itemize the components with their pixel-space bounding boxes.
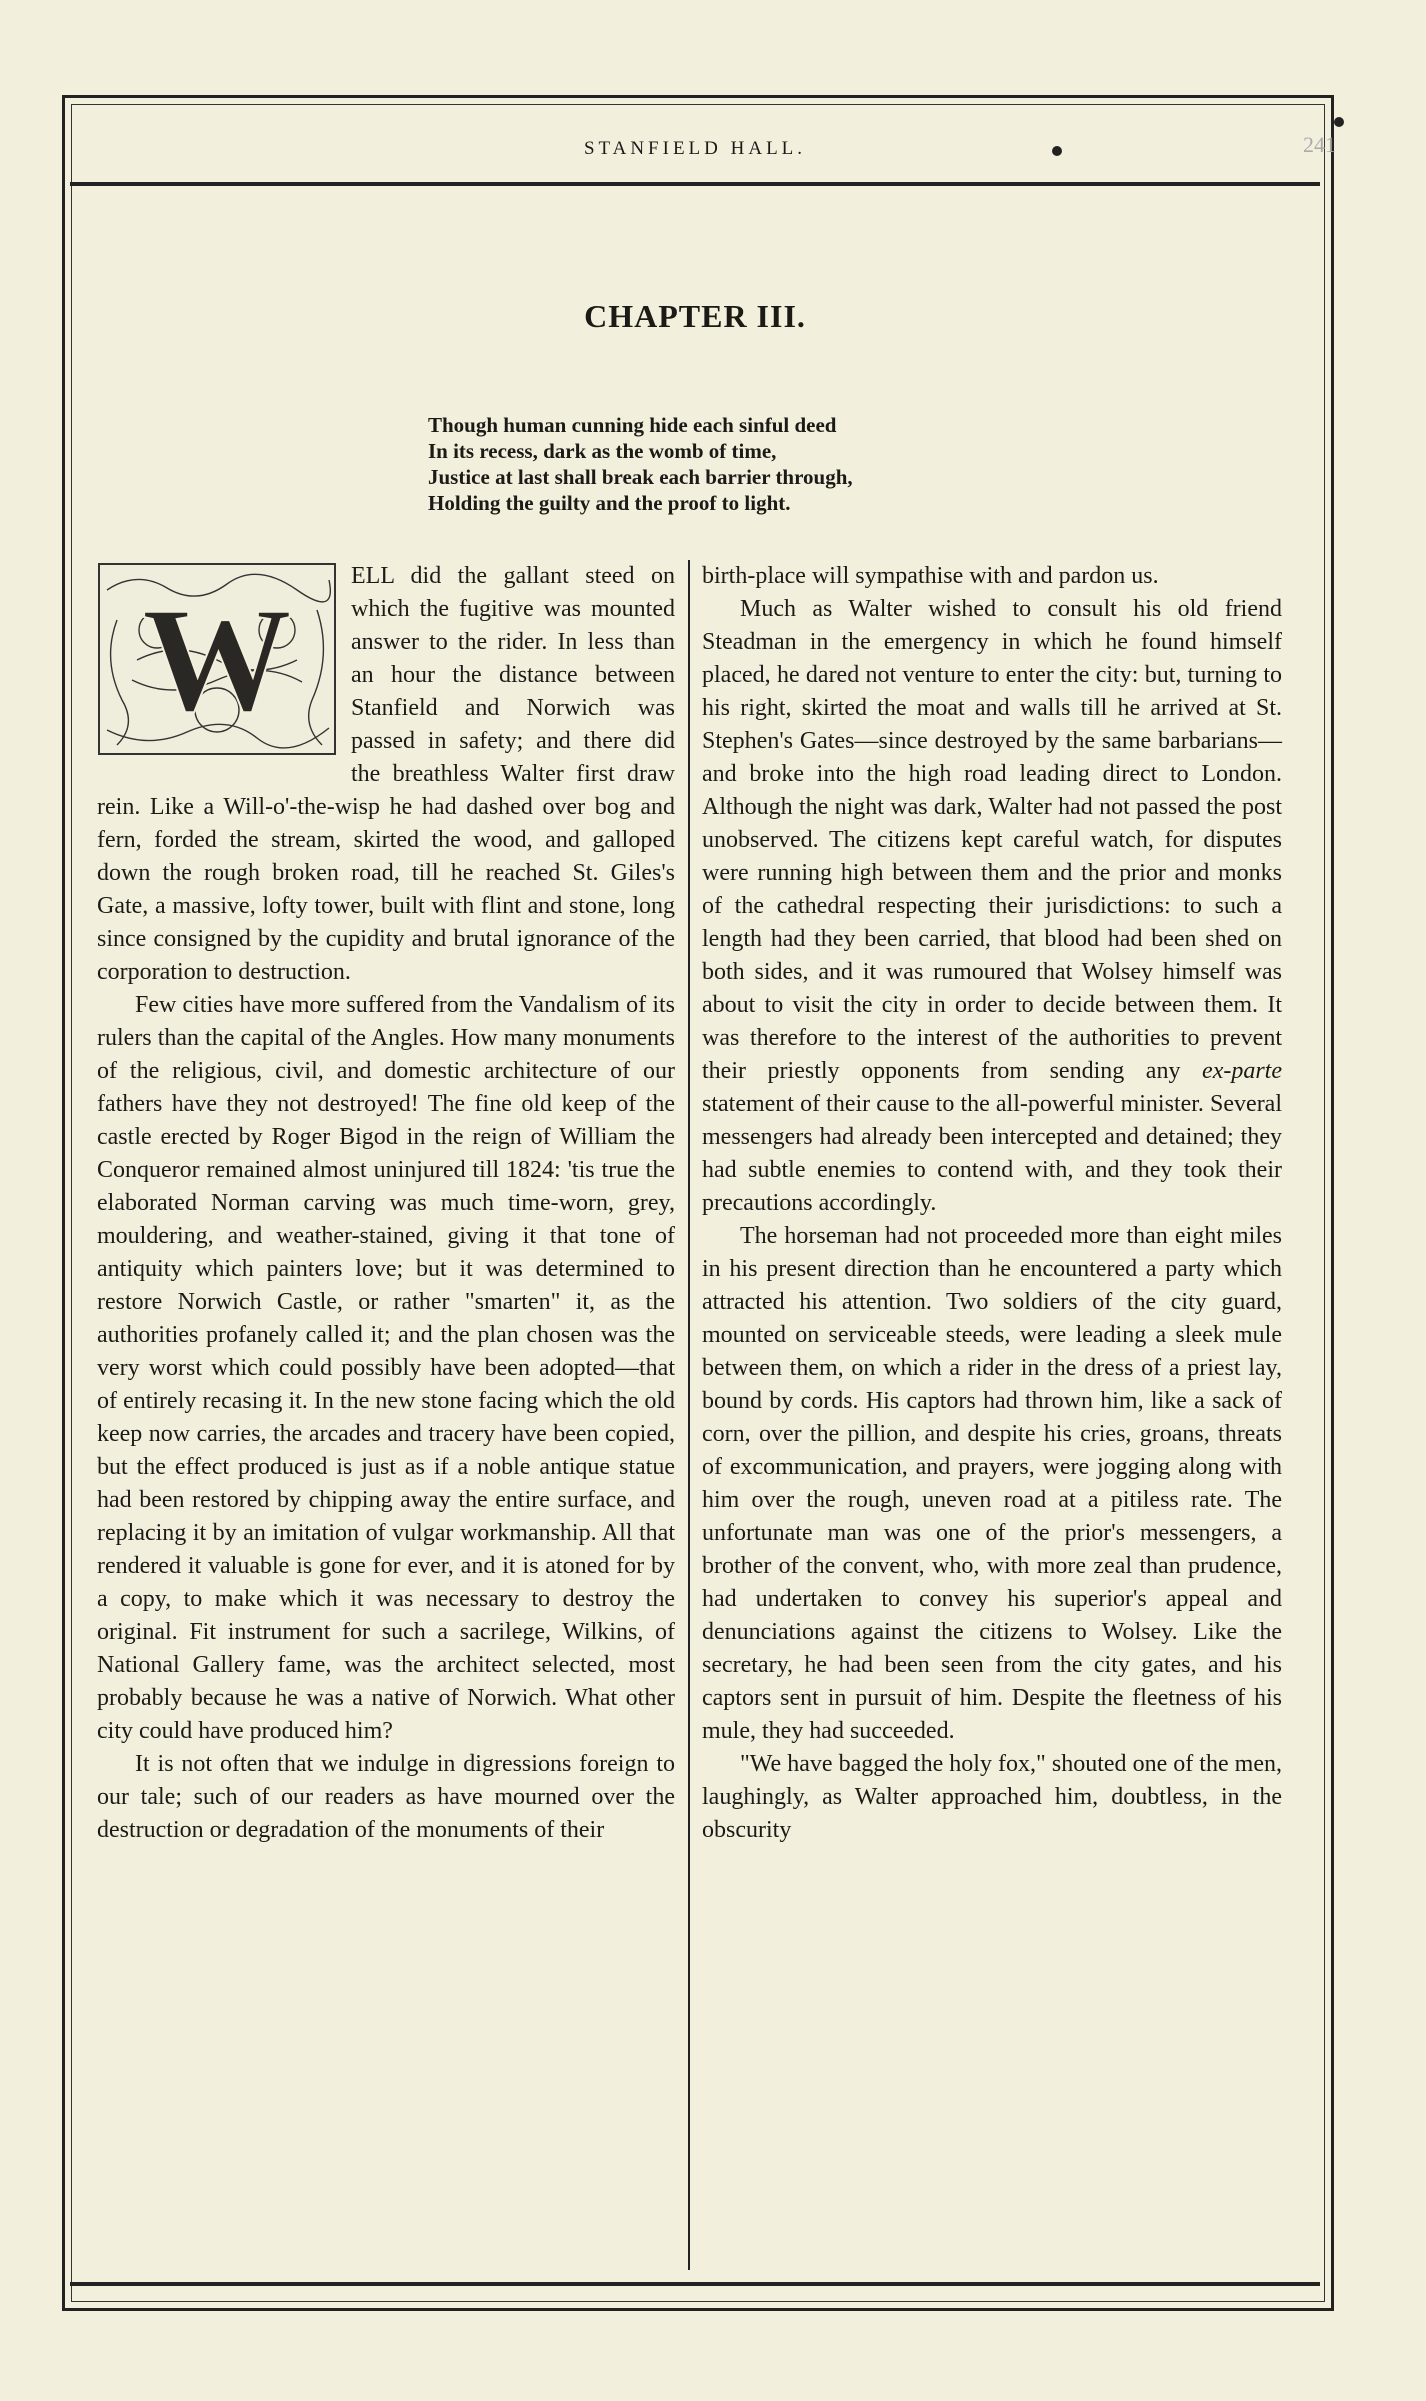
page-number: 241 bbox=[1303, 132, 1336, 157]
paragraph: ELL did the gallant steed on which the fugitive was mounted answer to the rider. In less than an hour the distance between Stanfield and Norwich was passed in safety; and there did the breathless Walter first draw rein. Like a Will-o'-the-wisp he had dashed over bog and fern, forded the stream, skirted the wood, and galloped down the rough broken road, till he reached St. Giles's Gate, a massive, lofty tower, built with flint and stone, long since consigned by the cupidity and brutal ignorance of the corporation to destruction. bbox=[97, 563, 675, 985]
column-rule bbox=[688, 560, 690, 2270]
epigraph-line: Justice at last shall break each barrier through, bbox=[428, 465, 853, 489]
running-title: STANFIELD HALL. bbox=[583, 138, 807, 159]
paragraph: "We have bagged the holy fox," shouted one of the men, laughingly, as Walter approached him, doubtless, in the obscurity bbox=[702, 1751, 1282, 1843]
epigraph bbox=[428, 412, 853, 516]
paragraph: The horseman had not proceeded more than eight miles in his present direction than he encountered a party which attracted his attention. Two soldiers of the city guard, mounted on serviceable steeds, were leading a sleek mule between them, on which a rider in the dress of a priest lay, bound by cords. His captors had thrown him, like a sack of corn, over the pillion, and despite his cries, groans, threats of excommunication, and prayers, were jogging along with him over the rough, uneven road at a pitiless rate. The unfortunate man was one of the prior's messengers, a brother of the convent, who, with more zeal than prudence, had undertaken to convey his superior's appeal and denunciations against the citizens to Wolsey. Like the secretary, he had been seen from the city gates, and his captors sent in pursuit of him. Despite the fleetness of his mule, they had succeeded. bbox=[702, 1223, 1282, 1744]
epigraph-line: Though human cunning hide each sinful deed bbox=[428, 413, 837, 437]
right-column bbox=[702, 560, 1282, 1847]
ornamental-drop-cap bbox=[97, 560, 337, 758]
ink-dot bbox=[1334, 117, 1344, 127]
paragraph-text: statement of their cause to the all-powerful minister. Several messengers had already been intercepted and detained; they had subtle enemies to contend with, and they took their precautions accordingly. bbox=[702, 1091, 1282, 1216]
chapter-title: CHAPTER III. bbox=[584, 298, 806, 334]
drop-cap-ornament bbox=[97, 560, 337, 758]
epigraph-line: In its recess, dark as the womb of time, bbox=[428, 439, 777, 463]
footer-rule bbox=[70, 2282, 1320, 2286]
paragraph: It is not often that we indulge in digressions foreign to our tale; such of our readers as have mourned over the destruction or degradation of the monuments of their bbox=[97, 1751, 675, 1843]
paragraph-text: Much as Walter wished to consult his old friend Steadman in the emergency in which he found himself placed, he dared not venture to enter the city: but, turning to his right, skirted the moat and walls till he arrived at St. Stephen's Gates—since destroyed by the same barbarians—and broke into the high road leading direct to London. Although the night was dark, Walter had not passed the post unobserved. The citizens kept careful watch, for disputes were running high between them and the prior and monks of the cathedral respecting their jurisdictions: to such a length had they been carried, that blood had been shed on both sides, and it was rumoured that Wolsey himself was about to visit the city in order to decide between them. It was therefore to the interest of the authorities to prevent their priestly opponents from sending any bbox=[702, 596, 1282, 1084]
italic-term: ex-parte bbox=[1202, 1058, 1283, 1084]
header-rule bbox=[70, 182, 1320, 186]
paragraph: birth-place will sympathise with and pardon us. bbox=[702, 563, 1159, 589]
epigraph-line: Holding the guilty and the proof to light. bbox=[428, 491, 791, 515]
paragraph bbox=[702, 593, 1282, 1220]
paragraph: Few cities have more suffered from the Vandalism of its rulers than the capital of the Angles. How many monuments of the religious, civil, and domestic architecture of our fathers have they not destroyed! The fine old keep of the castle erected by Roger Bigod in the reign of William the Conqueror remained almost uninjured till 1824: 'tis true the elaborated Norman carving was much time-worn, grey, mouldering, and weather-stained, giving it that tone of antiquity which painters love; but it was determined to restore Norwich Castle, or rather "smarten" it, as the authorities profanely called it; and the plan chosen was the very worst which could possibly have been adopted—that of entirely recasing it. In the new stone facing which the old keep now carries, the arcades and tracery have been copied, but the effect produced is just as if a noble antique statue had been restored by chipping away the entire surface, and replacing it by an imitation of vulgar workmanship. All that rendered it valuable is gone for ever, and it is atoned for by a copy, to make which it was necessary to destroy the original. Fit instrument for such a sacrilege, Wilkins, of National Gallery fame, was the architect selected, most probably because he was a native of Norwich. What other city could have produced him? bbox=[97, 992, 675, 1744]
drop-cap-letter: W bbox=[142, 577, 292, 743]
left-column bbox=[97, 560, 675, 1847]
